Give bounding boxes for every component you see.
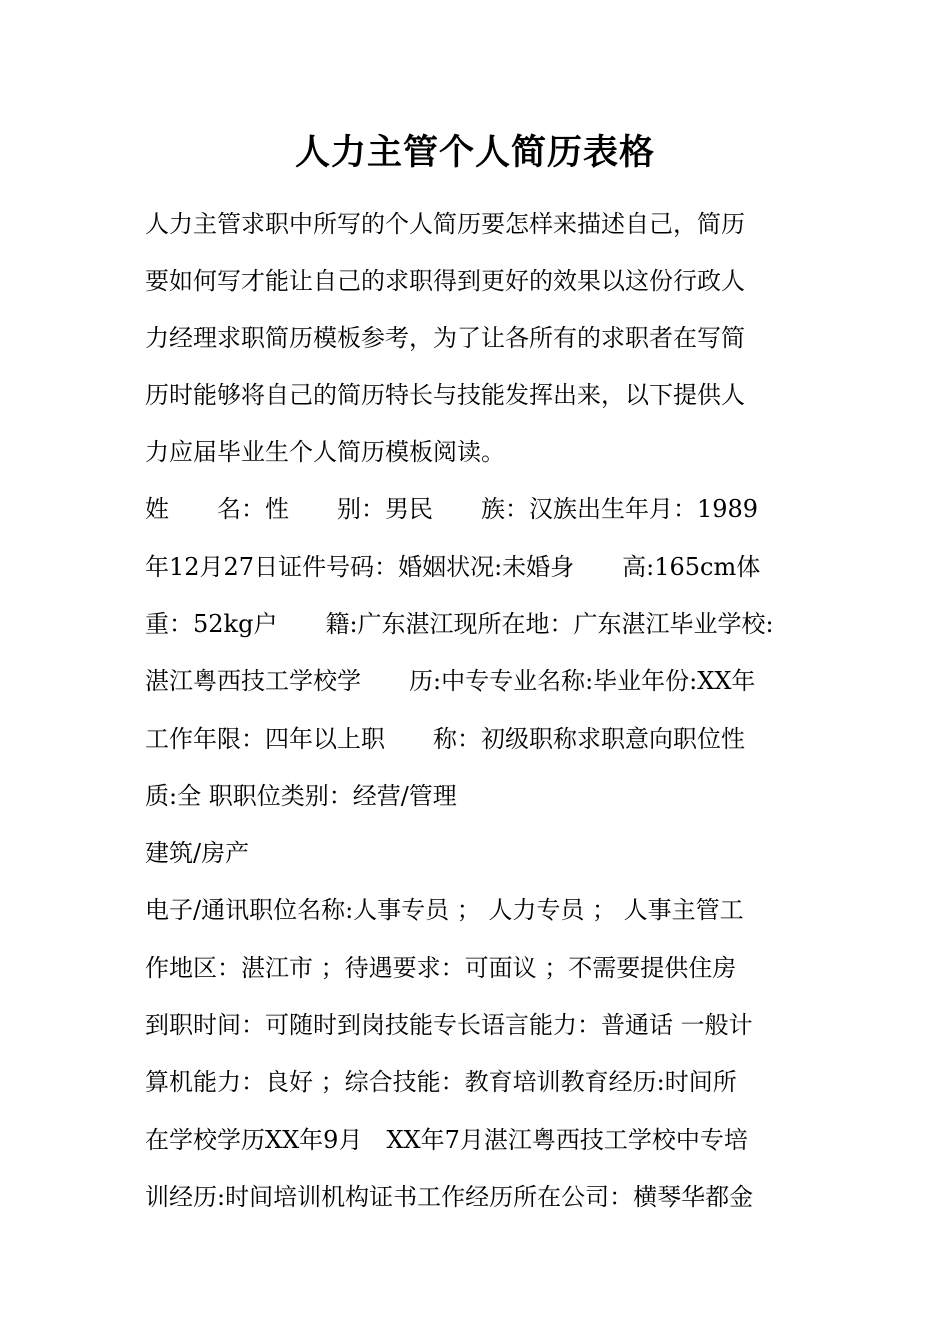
body-line-6: 姓 名：性 别：男民 族：汉族出生年月：1989 — [145, 495, 759, 523]
body-line-18: 训经历:时间培训机构证书工作经历所在公司：横琴华都金 — [145, 1183, 754, 1211]
body-line-12: 建筑/房产 — [145, 839, 250, 867]
body-line-11: 质:全 职职位类别：经营/管理 — [145, 782, 457, 810]
body-line-17: 在学校学历XX年9月 XX年7月湛江粤西技工学校中专培 — [145, 1126, 748, 1154]
body-line-16: 算机能力：良好 ；综合技能：教育培训教育经历:时间所 — [145, 1068, 737, 1096]
body-line-7: 年12月27日证件号码：婚姻状况:未婚身 高:165cm体 — [145, 553, 761, 581]
body-line-3: 力经理求职简历模板参考，为了让各所有的求职者在写简 — [145, 324, 745, 352]
body-line-15: 到职时间：可随时到岗技能专长语言能力：普通话 一般计 — [145, 1011, 753, 1039]
body-line-1: 人力主管求职中所写的个人简历要怎样来描述自己，简历 — [145, 210, 745, 238]
body-line-13: 电子/通讯职位名称:人事专员 ； 人力专员 ； 人事主管工 — [145, 896, 744, 924]
body-line-2: 要如何写才能让自己的求职得到更好的效果以这份行政人 — [145, 267, 745, 295]
body-line-8: 重：52kg户 籍:广东湛江现所在地：广东湛江毕业学校: — [145, 610, 774, 638]
body-line-10: 工作年限：四年以上职 称：初级职称求职意向职位性 — [145, 725, 745, 753]
body-line-5: 力应届毕业生个人简历模板阅读。 — [145, 438, 505, 466]
document-title: 人力主管个人简历表格 — [294, 132, 655, 173]
body-line-14: 作地区：湛江市 ；待遇要求：可面议 ；不需要提供住房 — [145, 954, 737, 982]
body-line-4: 历时能够将自己的简历特长与技能发挥出来，以下提供人 — [145, 381, 745, 409]
body-line-9: 湛江粤西技工学校学 历:中专专业名称:毕业年份:XX年 — [145, 667, 756, 695]
